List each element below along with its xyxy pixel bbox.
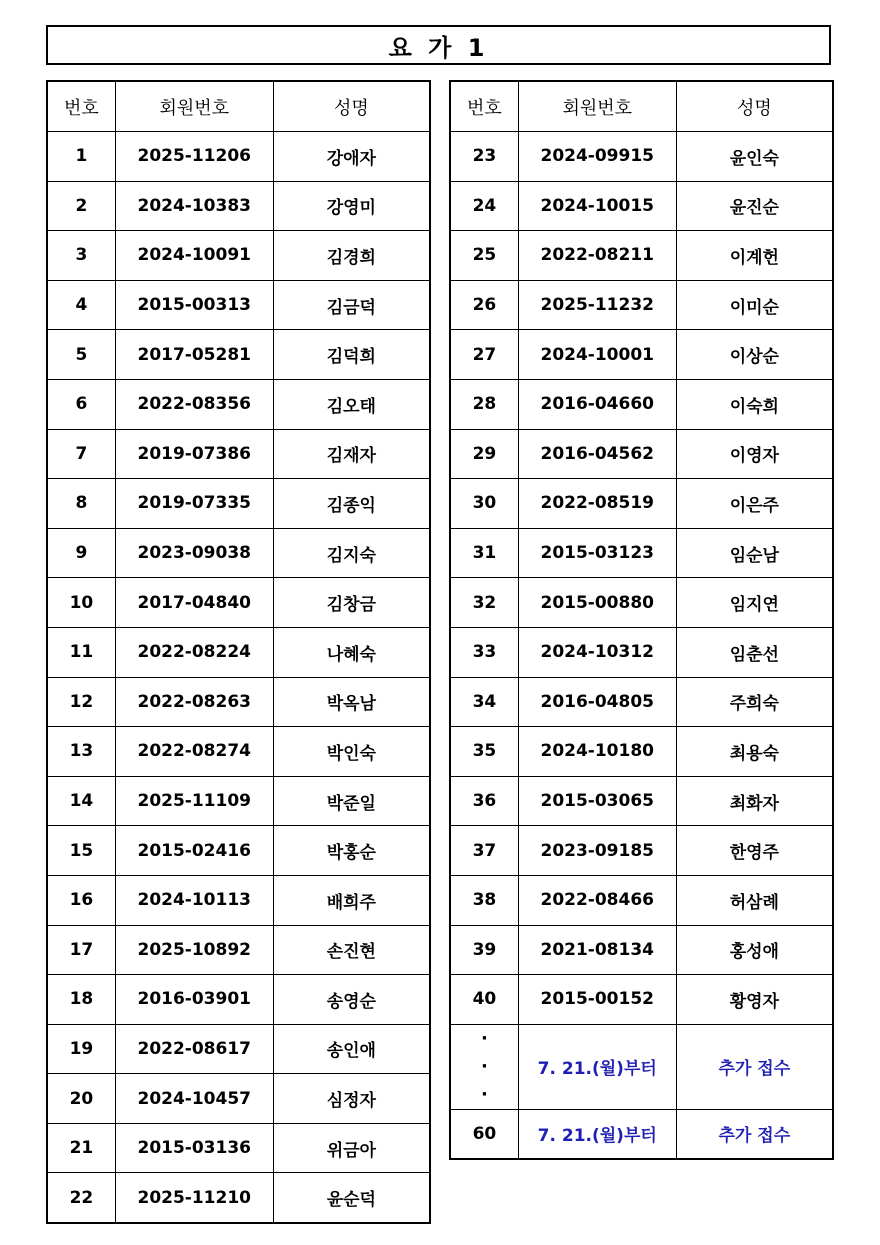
dot: · bbox=[481, 1083, 488, 1105]
header-row bbox=[47, 81, 430, 132]
member-id: 2024-10457 bbox=[115, 1074, 273, 1124]
member-name: 이상순 bbox=[676, 330, 833, 380]
row-number: 15 bbox=[47, 826, 115, 876]
member-id: 2015-03136 bbox=[115, 1123, 273, 1173]
member-id: 2016-04805 bbox=[518, 677, 676, 727]
header-num: 번호 bbox=[450, 81, 518, 132]
row-number: 5 bbox=[47, 330, 115, 380]
member-id: 2024-10015 bbox=[518, 181, 676, 231]
table-row bbox=[47, 479, 430, 529]
row-number: 23 bbox=[450, 132, 518, 182]
member-id: 2024-10383 bbox=[115, 181, 273, 231]
member-name: 윤인숙 bbox=[676, 132, 833, 182]
member-id: 2015-00313 bbox=[115, 280, 273, 330]
member-name: 김창금 bbox=[273, 578, 430, 628]
member-id: 2022-08617 bbox=[115, 1024, 273, 1074]
row-number: 19 bbox=[47, 1024, 115, 1074]
member-name: 송인애 bbox=[273, 1024, 430, 1074]
member-id: 2016-04562 bbox=[518, 429, 676, 479]
row-number: 10 bbox=[47, 578, 115, 628]
table-row bbox=[450, 1109, 833, 1159]
table-row bbox=[47, 1173, 430, 1223]
row-number: 24 bbox=[450, 181, 518, 231]
table-row bbox=[47, 429, 430, 479]
row-number: 35 bbox=[450, 727, 518, 777]
table-row bbox=[450, 528, 833, 578]
member-id: 2015-00152 bbox=[518, 975, 676, 1025]
row-number: 16 bbox=[47, 875, 115, 925]
table-row bbox=[450, 578, 833, 628]
table-row bbox=[47, 578, 430, 628]
member-name: 이계헌 bbox=[676, 231, 833, 281]
table-row bbox=[47, 776, 430, 826]
table-row bbox=[47, 727, 430, 777]
extra-note: 추가 접수 bbox=[676, 1109, 833, 1159]
member-name: 임춘선 bbox=[676, 627, 833, 677]
table-row bbox=[47, 677, 430, 727]
table-row bbox=[450, 132, 833, 182]
member-id: 2022-08466 bbox=[518, 875, 676, 925]
header-member-id: 회원번호 bbox=[518, 81, 676, 132]
member-id: 2015-02416 bbox=[115, 826, 273, 876]
row-number: 2 bbox=[47, 181, 115, 231]
table-row bbox=[450, 677, 833, 727]
member-id: 2024-10113 bbox=[115, 875, 273, 925]
member-table-right bbox=[449, 80, 834, 1160]
ellipsis-dots bbox=[450, 1024, 518, 1109]
member-name: 김덕희 bbox=[273, 330, 430, 380]
member-name: 박준일 bbox=[273, 776, 430, 826]
member-name: 최용숙 bbox=[676, 727, 833, 777]
row-number: 60 bbox=[450, 1109, 518, 1159]
table-row bbox=[450, 776, 833, 826]
member-id: 2025-10892 bbox=[115, 925, 273, 975]
row-number: 14 bbox=[47, 776, 115, 826]
member-id: 2016-03901 bbox=[115, 975, 273, 1025]
member-id: 2023-09038 bbox=[115, 528, 273, 578]
row-number: 32 bbox=[450, 578, 518, 628]
table-row bbox=[450, 330, 833, 380]
table-row bbox=[450, 826, 833, 876]
member-id: 2022-08274 bbox=[115, 727, 273, 777]
member-id: 2023-09185 bbox=[518, 826, 676, 876]
member-name: 윤순덕 bbox=[273, 1173, 430, 1223]
table-row bbox=[450, 379, 833, 429]
member-id: 2016-04660 bbox=[518, 379, 676, 429]
member-name: 황영자 bbox=[676, 975, 833, 1025]
member-id: 2022-08519 bbox=[518, 479, 676, 529]
header-name: 성명 bbox=[676, 81, 833, 132]
row-number: 40 bbox=[450, 975, 518, 1025]
table-row bbox=[47, 826, 430, 876]
table-row bbox=[47, 379, 430, 429]
table-row bbox=[47, 875, 430, 925]
member-name: 이숙희 bbox=[676, 379, 833, 429]
member-id: 2024-10180 bbox=[518, 727, 676, 777]
header-row bbox=[450, 81, 833, 132]
table-row bbox=[47, 528, 430, 578]
title-box bbox=[46, 25, 831, 65]
member-name: 이은주 bbox=[676, 479, 833, 529]
header-name: 성명 bbox=[273, 81, 430, 132]
member-id: 2024-10312 bbox=[518, 627, 676, 677]
member-name: 김종익 bbox=[273, 479, 430, 529]
row-number: 34 bbox=[450, 677, 518, 727]
table-row bbox=[47, 1123, 430, 1173]
member-name: 김지숙 bbox=[273, 528, 430, 578]
table-row bbox=[450, 181, 833, 231]
row-number: 29 bbox=[450, 429, 518, 479]
member-name: 나혜숙 bbox=[273, 627, 430, 677]
row-number: 30 bbox=[450, 479, 518, 529]
member-id: 2024-09915 bbox=[518, 132, 676, 182]
table-row bbox=[47, 181, 430, 231]
member-table-left bbox=[46, 80, 431, 1224]
member-name: 강애자 bbox=[273, 132, 430, 182]
row-number: 28 bbox=[450, 379, 518, 429]
row-number: 9 bbox=[47, 528, 115, 578]
member-name: 허삼례 bbox=[676, 875, 833, 925]
row-number: 39 bbox=[450, 925, 518, 975]
row-number: 13 bbox=[47, 727, 115, 777]
member-id: 2022-08211 bbox=[518, 231, 676, 281]
table-row bbox=[47, 925, 430, 975]
table-row bbox=[450, 627, 833, 677]
row-number: 37 bbox=[450, 826, 518, 876]
table-row bbox=[450, 975, 833, 1025]
table-row bbox=[450, 429, 833, 479]
row-number: 26 bbox=[450, 280, 518, 330]
page-title: 요 가 1 bbox=[388, 33, 489, 62]
row-number: 22 bbox=[47, 1173, 115, 1223]
extra-note: 추가 접수 bbox=[676, 1024, 833, 1109]
member-name: 임순남 bbox=[676, 528, 833, 578]
member-name: 이미순 bbox=[676, 280, 833, 330]
member-id: 2019-07335 bbox=[115, 479, 273, 529]
member-name: 윤진순 bbox=[676, 181, 833, 231]
member-name: 이영자 bbox=[676, 429, 833, 479]
member-name: 한영주 bbox=[676, 826, 833, 876]
table-row bbox=[47, 1024, 430, 1074]
member-name: 강영미 bbox=[273, 181, 430, 231]
row-number: 3 bbox=[47, 231, 115, 281]
row-number: 38 bbox=[450, 875, 518, 925]
member-name: 최화자 bbox=[676, 776, 833, 826]
member-name: 임지연 bbox=[676, 578, 833, 628]
member-id: 2015-00880 bbox=[518, 578, 676, 628]
row-number: 31 bbox=[450, 528, 518, 578]
table-row bbox=[450, 875, 833, 925]
row-number: 33 bbox=[450, 627, 518, 677]
table-row bbox=[450, 925, 833, 975]
row-number: 6 bbox=[47, 379, 115, 429]
row-number: 11 bbox=[47, 627, 115, 677]
extra-start-date: 7. 21.(월)부터 bbox=[518, 1024, 676, 1109]
row-number: 12 bbox=[47, 677, 115, 727]
table-row bbox=[450, 280, 833, 330]
row-number: 8 bbox=[47, 479, 115, 529]
row-number: 25 bbox=[450, 231, 518, 281]
row-number: 20 bbox=[47, 1074, 115, 1124]
header-num: 번호 bbox=[47, 81, 115, 132]
row-number: 4 bbox=[47, 280, 115, 330]
member-name: 김오태 bbox=[273, 379, 430, 429]
member-name: 김재자 bbox=[273, 429, 430, 479]
member-id: 2025-11210 bbox=[115, 1173, 273, 1223]
extra-start-date: 7. 21.(월)부터 bbox=[518, 1109, 676, 1159]
table-row bbox=[47, 280, 430, 330]
member-id: 2022-08224 bbox=[115, 627, 273, 677]
table-row bbox=[450, 727, 833, 777]
dot: · bbox=[481, 1055, 488, 1077]
member-id: 2015-03123 bbox=[518, 528, 676, 578]
member-name: 위금아 bbox=[273, 1123, 430, 1173]
member-id: 2025-11206 bbox=[115, 132, 273, 182]
row-number: 17 bbox=[47, 925, 115, 975]
member-id: 2021-08134 bbox=[518, 925, 676, 975]
table-row bbox=[47, 132, 430, 182]
member-name: 손진현 bbox=[273, 925, 430, 975]
member-id: 2024-10001 bbox=[518, 330, 676, 380]
row-number: 1 bbox=[47, 132, 115, 182]
member-name: 김경희 bbox=[273, 231, 430, 281]
table-row bbox=[47, 975, 430, 1025]
table-row bbox=[450, 231, 833, 281]
member-name: 박인숙 bbox=[273, 727, 430, 777]
row-number: 18 bbox=[47, 975, 115, 1025]
row-number: 21 bbox=[47, 1123, 115, 1173]
row-number: 7 bbox=[47, 429, 115, 479]
member-id: 2024-10091 bbox=[115, 231, 273, 281]
member-id: 2025-11232 bbox=[518, 280, 676, 330]
member-name: 박홍순 bbox=[273, 826, 430, 876]
member-id: 2017-04840 bbox=[115, 578, 273, 628]
member-id: 2022-08356 bbox=[115, 379, 273, 429]
dot: · bbox=[481, 1027, 488, 1049]
table-row bbox=[450, 479, 833, 529]
member-name: 김금덕 bbox=[273, 280, 430, 330]
member-id: 2019-07386 bbox=[115, 429, 273, 479]
member-name: 주희숙 bbox=[676, 677, 833, 727]
member-name: 박옥남 bbox=[273, 677, 430, 727]
table-row bbox=[47, 1074, 430, 1124]
header-member-id: 회원번호 bbox=[115, 81, 273, 132]
member-id: 2015-03065 bbox=[518, 776, 676, 826]
row-number: 36 bbox=[450, 776, 518, 826]
member-name: 배희주 bbox=[273, 875, 430, 925]
member-id: 2017-05281 bbox=[115, 330, 273, 380]
member-name: 심정자 bbox=[273, 1074, 430, 1124]
member-name: 송영순 bbox=[273, 975, 430, 1025]
table-row bbox=[47, 231, 430, 281]
row-number: 27 bbox=[450, 330, 518, 380]
member-id: 2022-08263 bbox=[115, 677, 273, 727]
table-row bbox=[47, 330, 430, 380]
member-id: 2025-11109 bbox=[115, 776, 273, 826]
member-name: 홍성애 bbox=[676, 925, 833, 975]
table-row bbox=[47, 627, 430, 677]
